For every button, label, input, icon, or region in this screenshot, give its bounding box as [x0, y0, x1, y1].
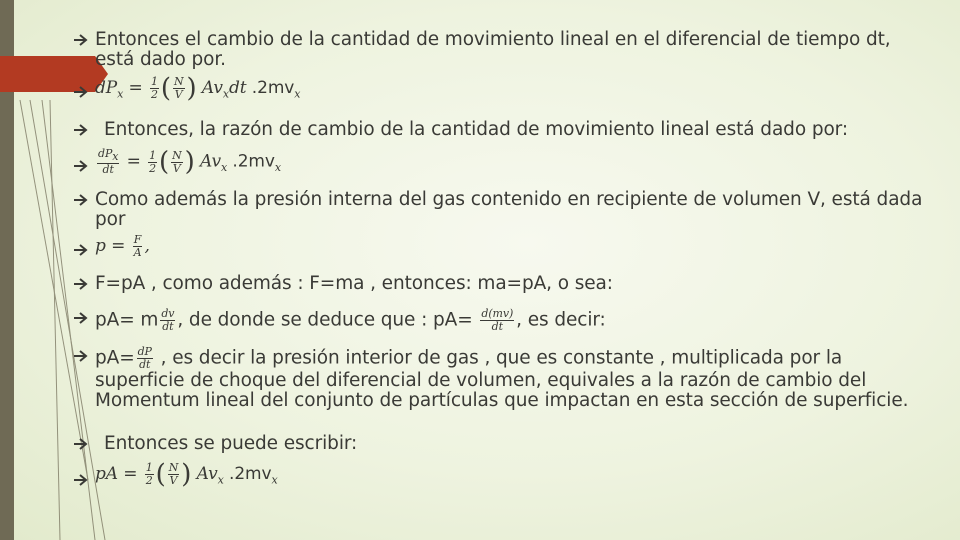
frac-num: N — [168, 461, 179, 474]
eq-sub: x — [222, 87, 229, 101]
red-accent-tab — [0, 56, 108, 92]
fraction — [168, 462, 180, 487]
eq-sub: x — [220, 160, 228, 174]
text-fragment: , de donde se deduce que : pA= — [177, 309, 473, 331]
frac-num: 1 — [149, 148, 157, 162]
frac-den: A — [133, 246, 142, 259]
arrow-bullet-icon — [74, 474, 89, 486]
eq-lhs: pA — [95, 464, 118, 484]
arrow-bullet-icon — [74, 124, 89, 136]
fraction — [171, 150, 183, 175]
arrow-bullet-icon — [74, 312, 89, 324]
fraction — [133, 234, 143, 259]
eq-tail: , — [144, 236, 150, 256]
text-line: Entonces, la razón de cambio de la cantidad de movimiento lineal está dado por: — [104, 119, 848, 140]
eq-sub: x — [271, 473, 278, 487]
frac-num: dv — [161, 307, 175, 320]
fraction — [160, 308, 175, 333]
frac-num: 1 — [145, 461, 153, 474]
frac-num: d(mv) — [481, 307, 514, 320]
eq-sign: = — [126, 151, 141, 172]
frac-den: V — [169, 474, 178, 487]
eq-sign: = — [123, 464, 138, 484]
equation: $dP_x$ = $\frac{1}{2}$ ( $\frac{N}{V}$ ) $Av_xdt$ $.2mv_x$ — [95, 73, 301, 104]
frac-den: V — [174, 88, 183, 101]
text-line: Entonces el cambio de la cantidad de movimiento lineal en el diferencial de tiempo dt, está dado por. — [95, 29, 891, 70]
text-line: Como además la presión interna del gas contenido en recipiente de volumen V, está dada por — [95, 189, 923, 230]
frac-num: 1 — [151, 75, 158, 88]
frac-den: dt — [102, 163, 114, 177]
frac-num: dP — [98, 147, 113, 160]
equation — [95, 234, 150, 259]
text-line: Entonces se puede escribir: — [104, 433, 358, 454]
text-fragment: pA= — [95, 347, 135, 369]
eq-sub: x — [217, 473, 224, 487]
arrow-bullet-icon — [74, 86, 89, 98]
fraction — [150, 76, 159, 101]
arrow-bullet-icon — [74, 34, 89, 46]
fraction — [137, 346, 153, 371]
fraction — [148, 150, 157, 175]
arrow-bullet-icon — [74, 350, 89, 362]
arrow-bullet-icon — [74, 278, 89, 290]
text-line: F=pA , como además : F=ma , entonces: ma=pA, o sea: — [95, 273, 613, 294]
equation: $\frac{dP_x}{dt}$ = $\frac{1}{2}$ ( $\frac{N}{V}$ ) $Av_x$ $.2mv_x$ — [98, 147, 281, 178]
frac-den: dt — [162, 320, 174, 333]
frac-den: dt — [491, 320, 503, 333]
frac-den: 2 — [149, 161, 157, 175]
eq-sub: x — [112, 150, 119, 164]
fraction — [145, 462, 154, 487]
eq-term: Av — [201, 78, 223, 98]
eq-sign: = — [128, 78, 143, 98]
text-line — [95, 308, 606, 333]
eq-term: Av — [196, 464, 218, 484]
text-fragment: , es decir la presión interior de gas , que es constante , multiplicada por la superficie de choque del diferencial de volumen, equivales a la razón de cambio del Momentum lineal del conjunto de partículas que impactan en esta sección de superficie. — [95, 347, 909, 411]
fraction — [97, 148, 119, 176]
frac-den: 2 — [145, 474, 153, 487]
fraction — [480, 308, 514, 333]
eq-sub: x — [117, 87, 124, 101]
eq-term: dt — [228, 78, 247, 98]
frac-num: dP — [137, 345, 152, 358]
frac-den: dt — [139, 358, 151, 371]
text-fragment: pA= m — [95, 309, 159, 331]
eq-tail: .2mv — [251, 78, 295, 98]
frac-num: N — [172, 148, 182, 162]
eq-lhs: p — [95, 236, 106, 256]
eq-sign: = — [111, 236, 126, 256]
fraction — [173, 76, 185, 101]
text-fragment: , es decir: — [516, 309, 606, 331]
frac-den: 2 — [151, 88, 158, 101]
arrow-bullet-icon — [74, 244, 89, 256]
eq-tail: .2mv — [232, 151, 275, 172]
frac-num: N — [173, 75, 184, 88]
equation: pA = $\frac{1}{2}$ ( $\frac{N}{V}$ ) $Av_x$ $.2mv_x$ — [95, 459, 278, 490]
eq-term: Av — [199, 151, 221, 172]
eq-tail: .2mv — [229, 464, 272, 484]
eq-sub: x — [294, 87, 301, 101]
frac-num: F — [133, 233, 142, 246]
arrow-bullet-icon — [74, 438, 89, 450]
text-line — [95, 346, 925, 411]
frac-den: V — [172, 161, 181, 175]
eq-lhs: dP — [95, 78, 118, 98]
arrow-bullet-icon — [74, 194, 89, 206]
eq-sub: x — [274, 160, 281, 174]
arrow-bullet-icon — [74, 160, 89, 172]
